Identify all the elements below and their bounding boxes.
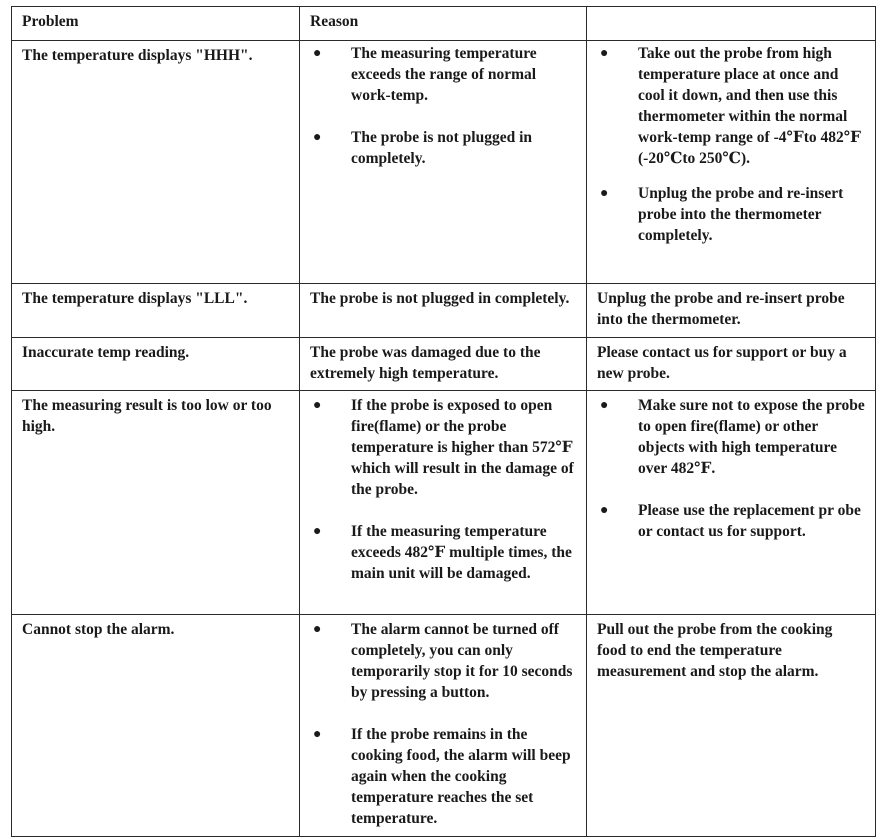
- reason-cell: The probe is not plugged in completely.: [300, 284, 587, 338]
- header-reason: Reason: [300, 7, 587, 41]
- header-row: [12, 7, 876, 41]
- bullet-icon: ●: [313, 727, 322, 742]
- solution-cell: [587, 391, 876, 615]
- list-item: ● If the measuring temperature exceeds 482℉ multiple times, the main unit will be damaged.: [313, 523, 572, 582]
- bullet-icon: ●: [313, 398, 322, 413]
- table-row: [12, 284, 876, 338]
- table-row: [12, 338, 876, 391]
- bullet-icon: ●: [313, 46, 322, 61]
- list-item: ● Unplug the probe and re-insert probe into the thermometer completely.: [600, 185, 844, 244]
- reason-cell: [300, 391, 587, 615]
- bullet-icon: ●: [600, 398, 609, 413]
- list-item: ● If the probe remains in the cooking food, the alarm will beep again when the cooking temperature reaches the set temperature.: [313, 726, 571, 827]
- reason-cell: The probe was damaged due to the extremely high temperature.: [300, 338, 587, 391]
- bullet-icon: ●: [600, 46, 609, 61]
- solution-cell: Pull out the probe from the cooking food to end the temperature measurement and stop the alarm.: [587, 615, 876, 837]
- header-solution: [587, 7, 876, 41]
- list-item: ● The alarm cannot be turned off completely, you can only temporarily stop it for 10 seconds by pressing a button.: [313, 621, 573, 701]
- reason-cell: [300, 615, 587, 837]
- solution-cell: Please contact us for support or buy a new probe.: [587, 338, 876, 391]
- table-row: [12, 41, 876, 284]
- list-item: ● The probe is not plugged in completely.: [313, 129, 533, 167]
- problem-cell: The temperature displays "HHH".: [12, 41, 300, 284]
- problem-cell: Inaccurate temp reading.: [12, 338, 300, 391]
- bullet-icon: ●: [313, 524, 322, 539]
- list-item: ● Take out the probe from high temperature place at once and cool it down, and then use this thermometer within the normal work-temp range of -4℉to 482℉(-20℃to 250℃).: [600, 45, 862, 167]
- bullet-icon: ●: [313, 130, 322, 145]
- troubleshooting-table: [11, 6, 876, 837]
- problem-cell: The temperature displays "LLL".: [12, 284, 300, 338]
- list-item: ● Make sure not to expose the probe to open fire(flame) or other objects with high temperature over 482℉.: [600, 397, 865, 477]
- problem-cell: The measuring result is too low or too high.: [12, 391, 300, 615]
- solution-cell: [587, 41, 876, 284]
- list-item: ● If the probe is exposed to open fire(flame) or the probe temperature is higher than 572℉ which will result in the damage of the probe.: [313, 397, 574, 498]
- table-row: [12, 615, 876, 837]
- bullet-icon: ●: [600, 503, 609, 518]
- bullet-icon: ●: [600, 186, 609, 201]
- header-problem: Problem: [12, 7, 300, 41]
- table-row: [12, 391, 876, 615]
- bullet-icon: ●: [313, 622, 322, 637]
- problem-cell: Cannot stop the alarm.: [12, 615, 300, 837]
- reason-cell: [300, 41, 587, 284]
- solution-cell: Unplug the probe and re-insert probe into the thermometer.: [587, 284, 876, 338]
- list-item: ● Please use the replacement pr obe or contact us for support.: [600, 502, 861, 540]
- list-item: ● The measuring temperature exceeds the range of normal work-temp.: [313, 45, 537, 104]
